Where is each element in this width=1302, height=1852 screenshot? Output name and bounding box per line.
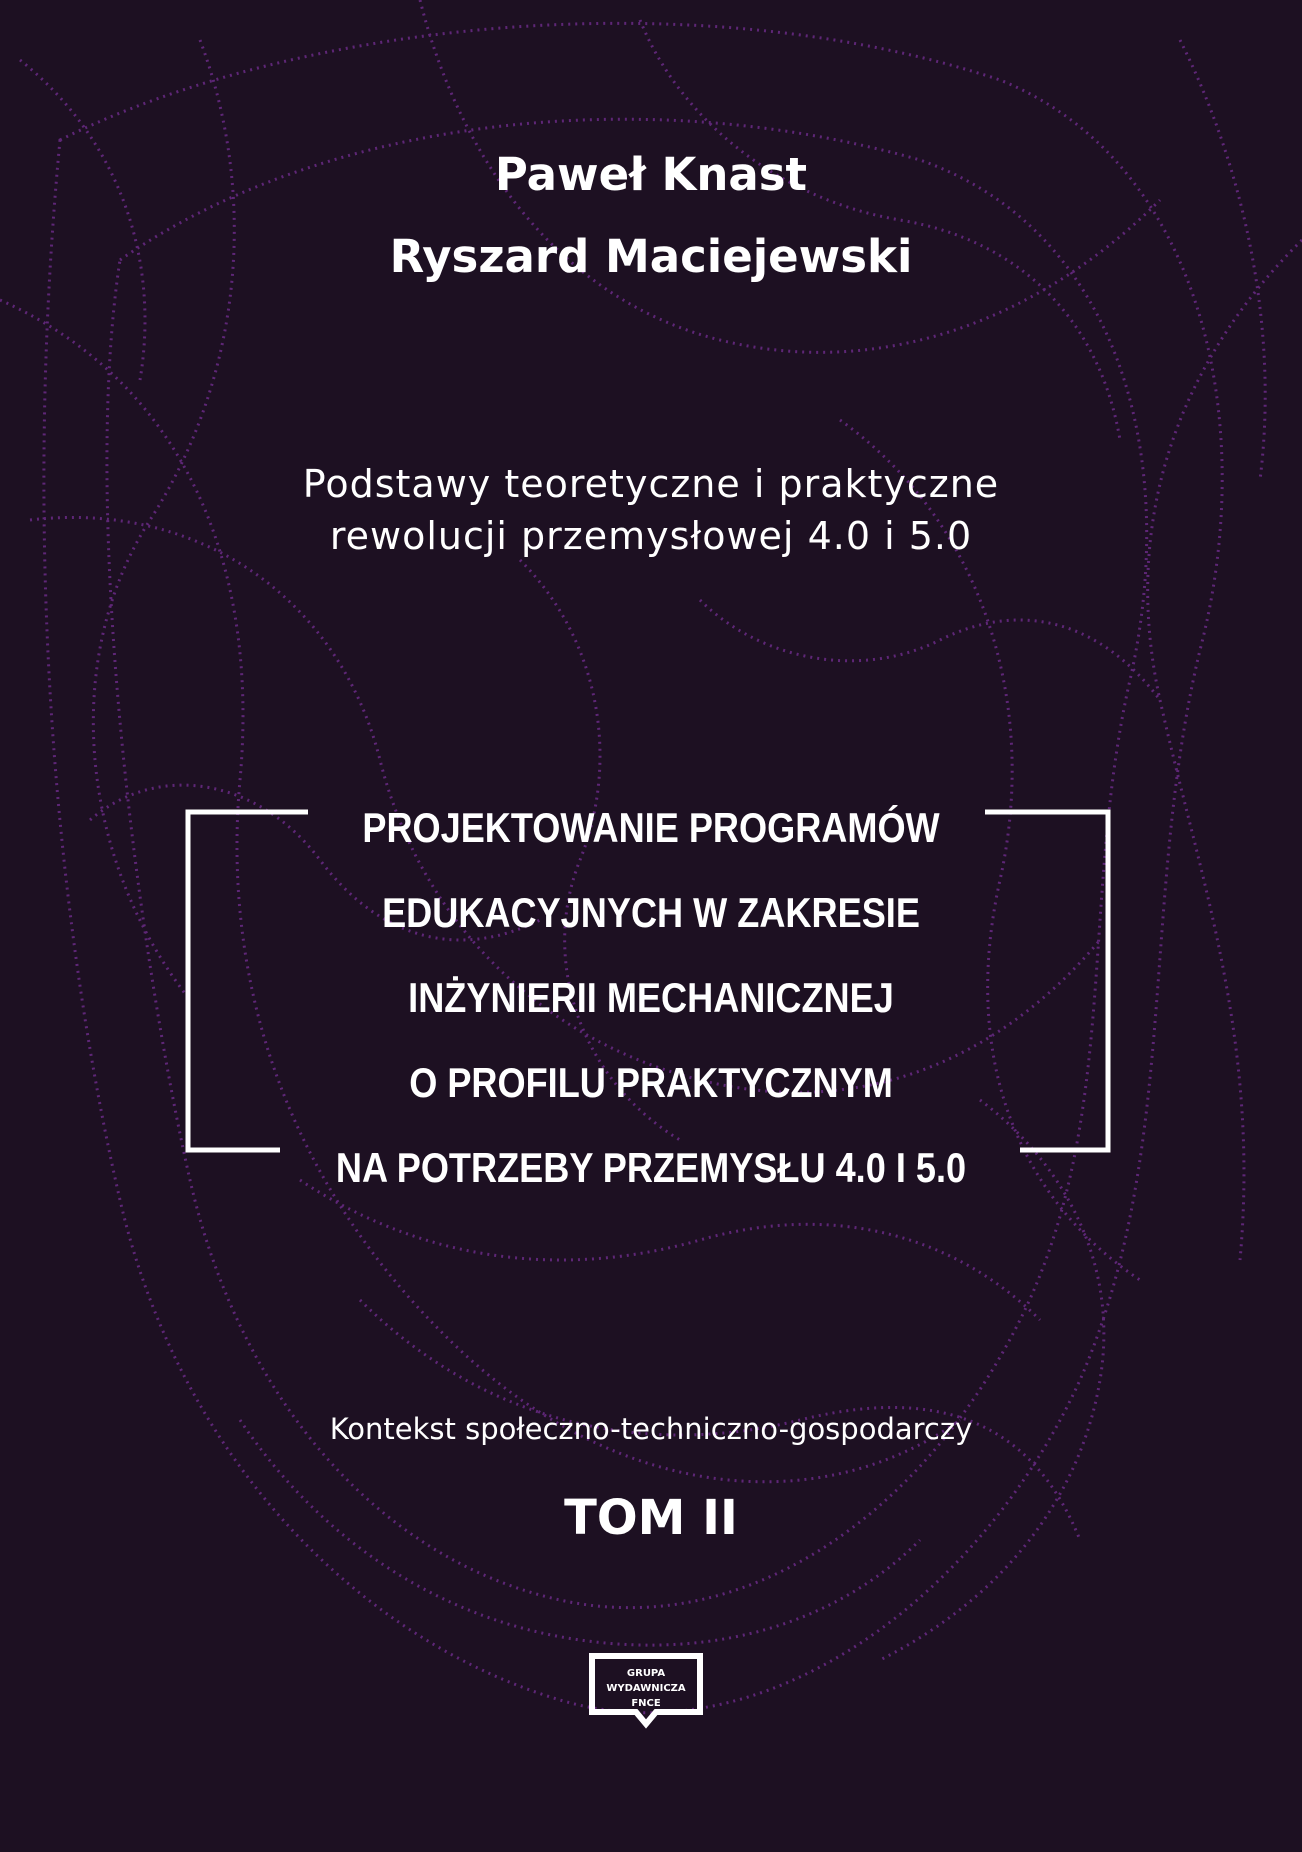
logo-line: GRUPA: [626, 1668, 666, 1679]
subtitle-line: rewolucji przemysłowej 4.0 i 5.0: [329, 514, 973, 558]
subtitle-line: Podstawy teoretyczne i praktyczne: [302, 462, 1000, 506]
context-subtitle: Kontekst społeczno-techniczno-gospodarczy: [329, 1412, 973, 1446]
author-name: Ryszard Maciejewski: [389, 230, 913, 283]
title-line: EDUKACYJNYCH W ZAKRESIE: [382, 889, 920, 936]
logo-line: FNCE: [631, 1698, 661, 1709]
title-line: O PROFILU PRAKTYCZNYM: [409, 1059, 893, 1106]
author-name: Paweł Knast: [494, 148, 808, 201]
title-line: PROJEKTOWANIE PROGRAMÓW: [362, 804, 940, 851]
title-line: INŻYNIERII MECHANICZNEJ: [408, 974, 894, 1021]
main-title: [323, 785, 978, 1210]
title-line: NA POTRZEBY PRZEMYSŁU 4.0 I 5.0: [335, 1144, 967, 1191]
publisher-logo: [586, 1650, 706, 1732]
logo-line: WYDAWNICZA: [606, 1683, 686, 1694]
publisher-logo-text: [596, 1666, 696, 1711]
volume-label: TOM II: [564, 1490, 738, 1546]
